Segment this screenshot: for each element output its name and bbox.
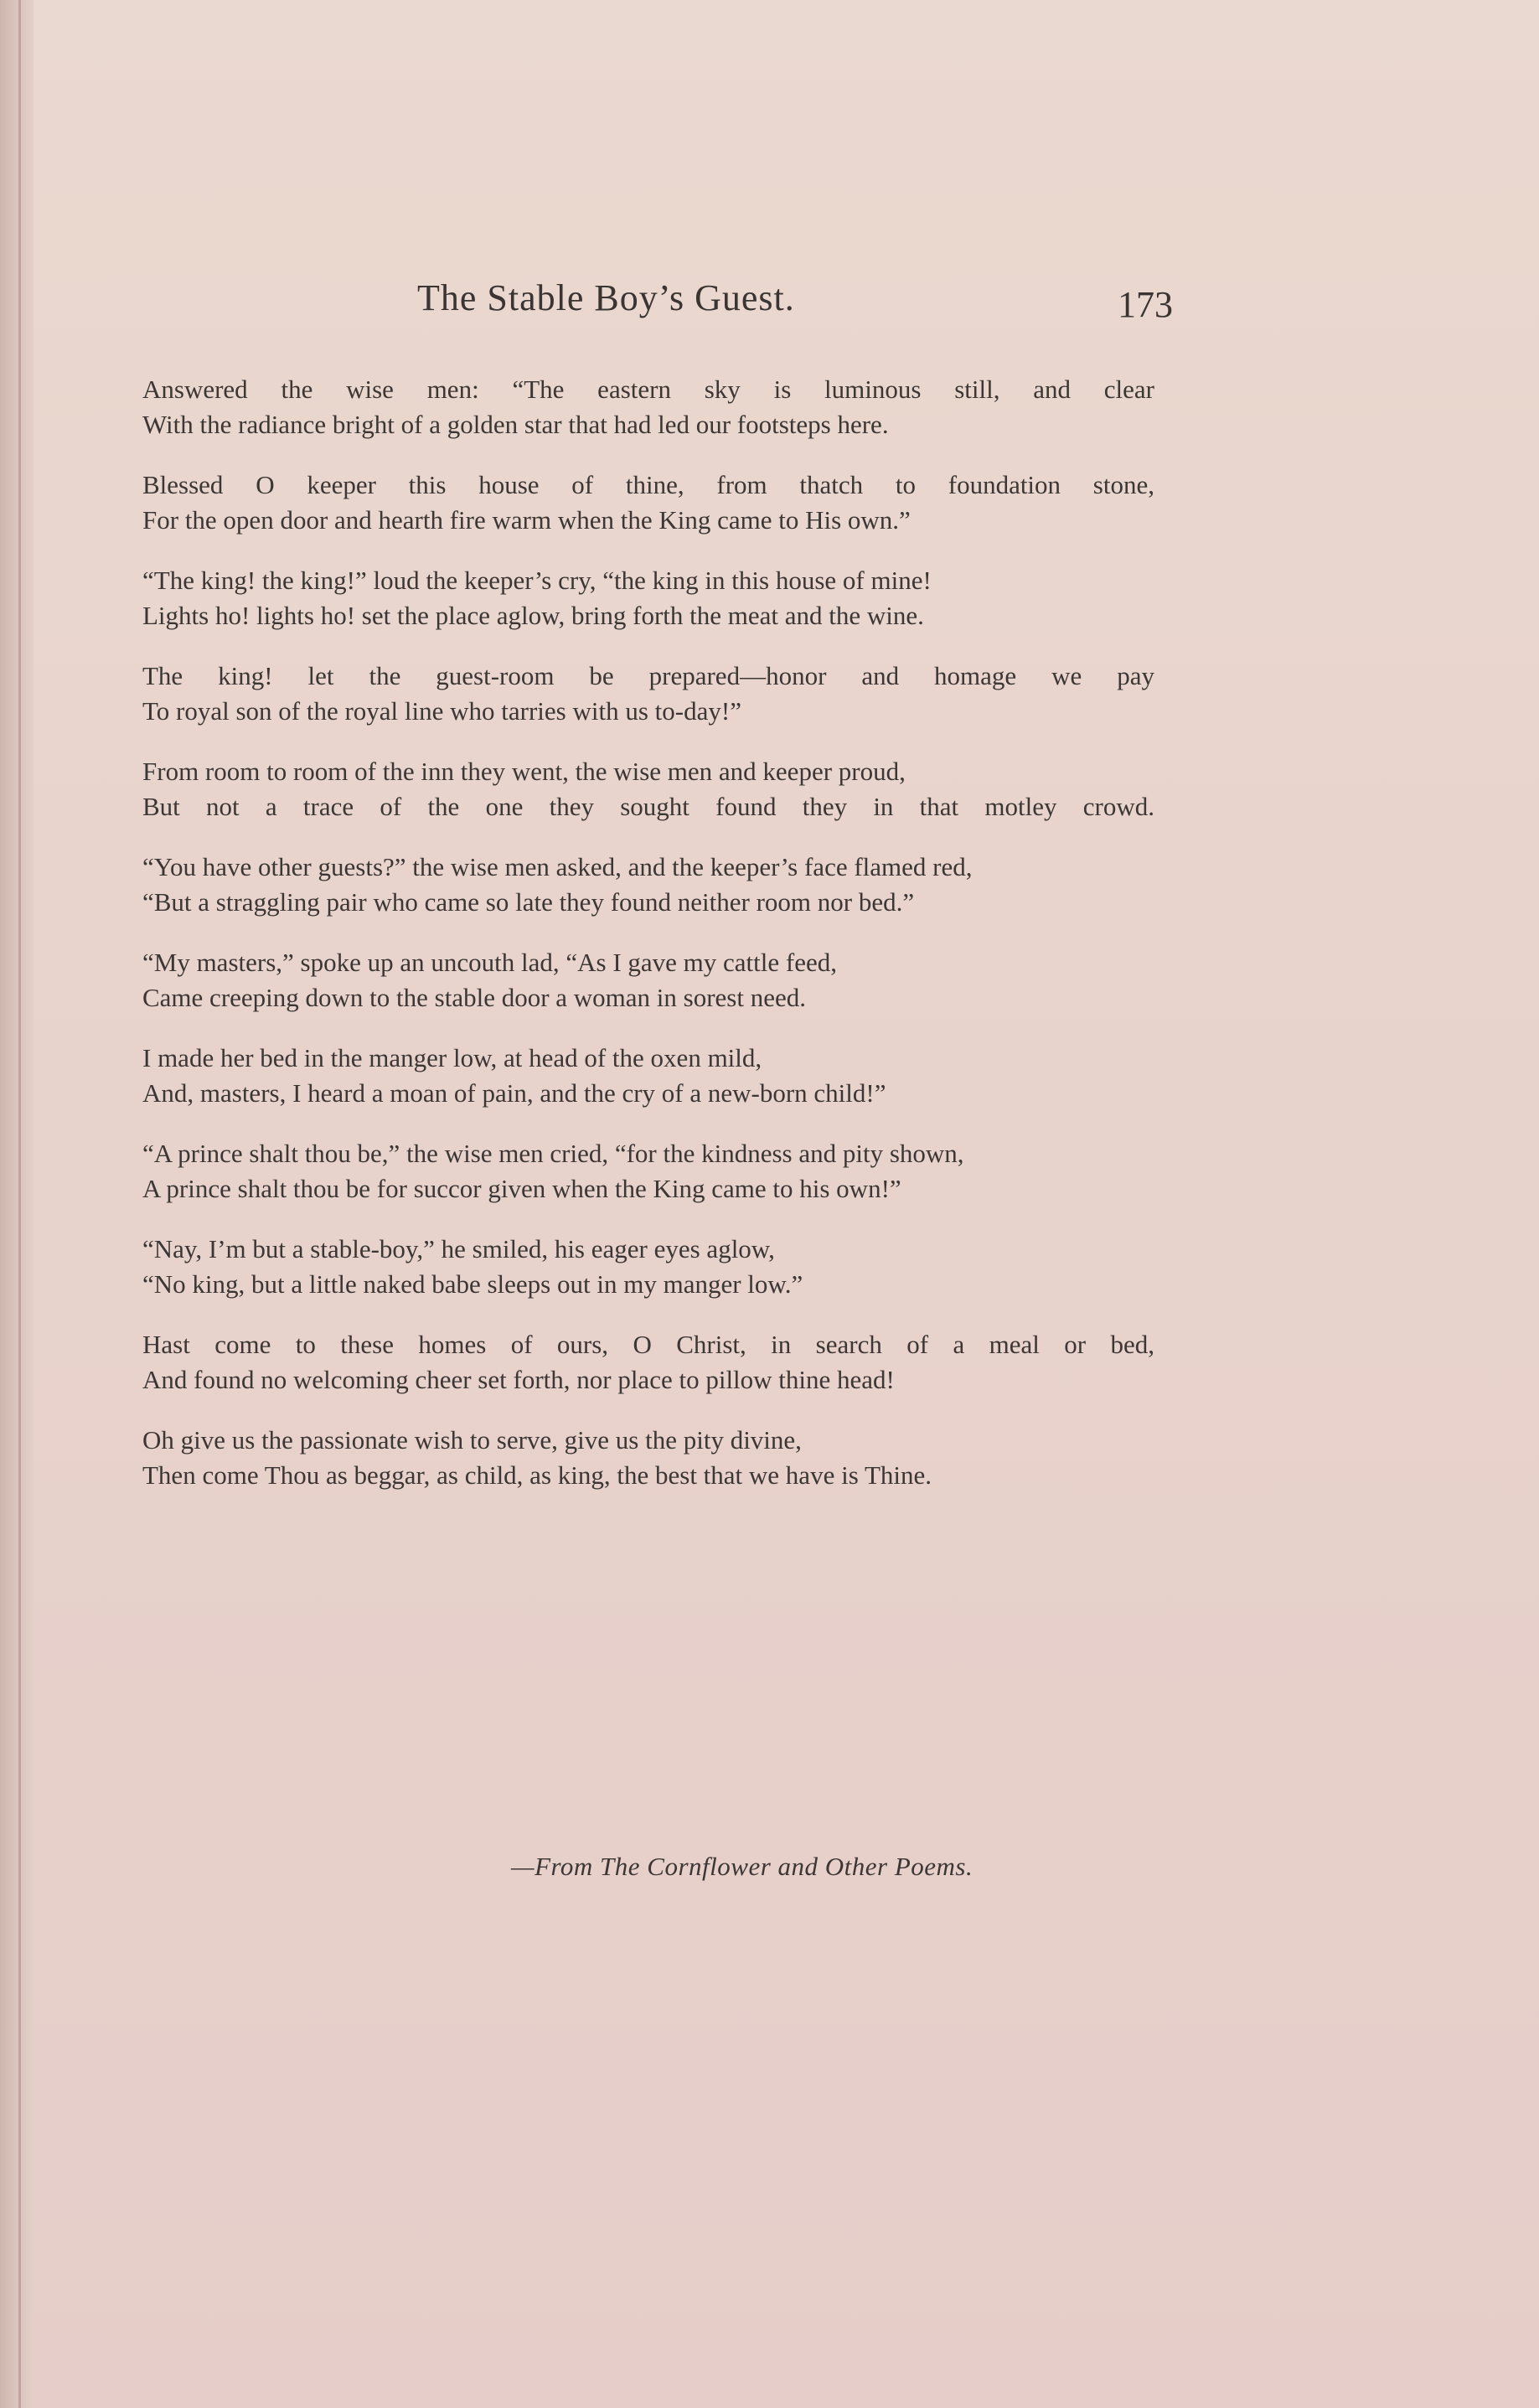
poem-line: Oh give us the passionate wish to serve, give us the pity divine, <box>142 1425 802 1455</box>
poem-line: “Nay, I’m but a stable-boy,” he smiled, his eager eyes aglow, <box>142 1234 775 1263</box>
poem-line: I made her bed in the manger low, at head of the oxen mild, <box>142 1043 762 1072</box>
stanza <box>142 563 1154 633</box>
poem-line: Then come Thou as beggar, as child, as king, the best that we have is Thine. <box>142 1460 932 1490</box>
stanza <box>142 1041 1154 1111</box>
stanza <box>142 945 1154 1015</box>
stanza <box>142 754 1154 824</box>
stanza <box>142 1232 1154 1302</box>
running-head: The Stable Boy’s Guest. <box>417 277 795 318</box>
poem-line: And found no welcoming cheer set forth, nor place to pillow thine head! <box>142 1365 895 1394</box>
stanza <box>142 372 1154 442</box>
poem-line: Lights ho! lights ho! set the place aglow, bring forth the meat and the wine. <box>142 601 924 630</box>
poem-line: “My masters,” spoke up an uncouth lad, “As I gave my cattle feed, <box>142 948 837 977</box>
book-spine-shadow <box>0 0 34 2408</box>
poem-line: Hast come to these homes of ours, O Christ, in search of a meal or bed, <box>142 1330 1154 1359</box>
poem-line: “No king, but a little naked babe sleeps out in my manger low.” <box>142 1269 803 1299</box>
spine-edge-line <box>18 0 21 2408</box>
poem-line: “A prince shalt thou be,” the wise men cried, “for the kindness and pity shown, <box>142 1139 964 1168</box>
page-number: 173 <box>1118 284 1173 325</box>
stanza <box>142 1327 1154 1398</box>
stanza <box>142 468 1154 538</box>
poem-line: Answered the wise men: “The eastern sky is luminous still, and clear <box>142 375 1154 404</box>
stanza <box>142 850 1154 920</box>
poem-line: And, masters, I heard a moan of pain, and the cry of a new-born child!” <box>142 1078 886 1108</box>
page-header <box>142 276 1173 335</box>
stanza <box>142 659 1154 729</box>
stanza <box>142 1423 1154 1493</box>
stanza <box>142 1136 1154 1207</box>
poem-body <box>142 372 1154 1518</box>
poem-line: To royal son of the royal line who tarries with us to-day!” <box>142 696 741 726</box>
poem-line: A prince shalt thou be for succor given when the King came to his own!” <box>142 1174 901 1203</box>
poem-line: For the open door and hearth fire warm when the King came to His own.” <box>142 505 911 535</box>
attribution: —From The Cornflower and Other Poems. <box>511 1852 973 1881</box>
poem-line: Blessed O keeper this house of thine, from thatch to foundation stone, <box>142 470 1154 499</box>
poem-line: “But a straggling pair who came so late they found neither room nor bed.” <box>142 887 915 917</box>
poem-line: Came creeping down to the stable door a woman in sorest need. <box>142 983 806 1012</box>
poem-line: “The king! the king!” loud the keeper’s cry, “the king in this house of mine! <box>142 566 932 595</box>
poem-line: From room to room of the inn they went, the wise men and keeper proud, <box>142 757 906 786</box>
poem-line: “You have other guests?” the wise men asked, and the keeper’s face flamed red, <box>142 852 973 881</box>
poem-line: The king! let the guest-room be prepared—honor and homage we pay <box>142 661 1154 690</box>
poem-line: With the radiance bright of a golden star that had led our footsteps here. <box>142 410 889 439</box>
poem-line: But not a trace of the one they sought found they in that motley crowd. <box>142 792 1154 821</box>
